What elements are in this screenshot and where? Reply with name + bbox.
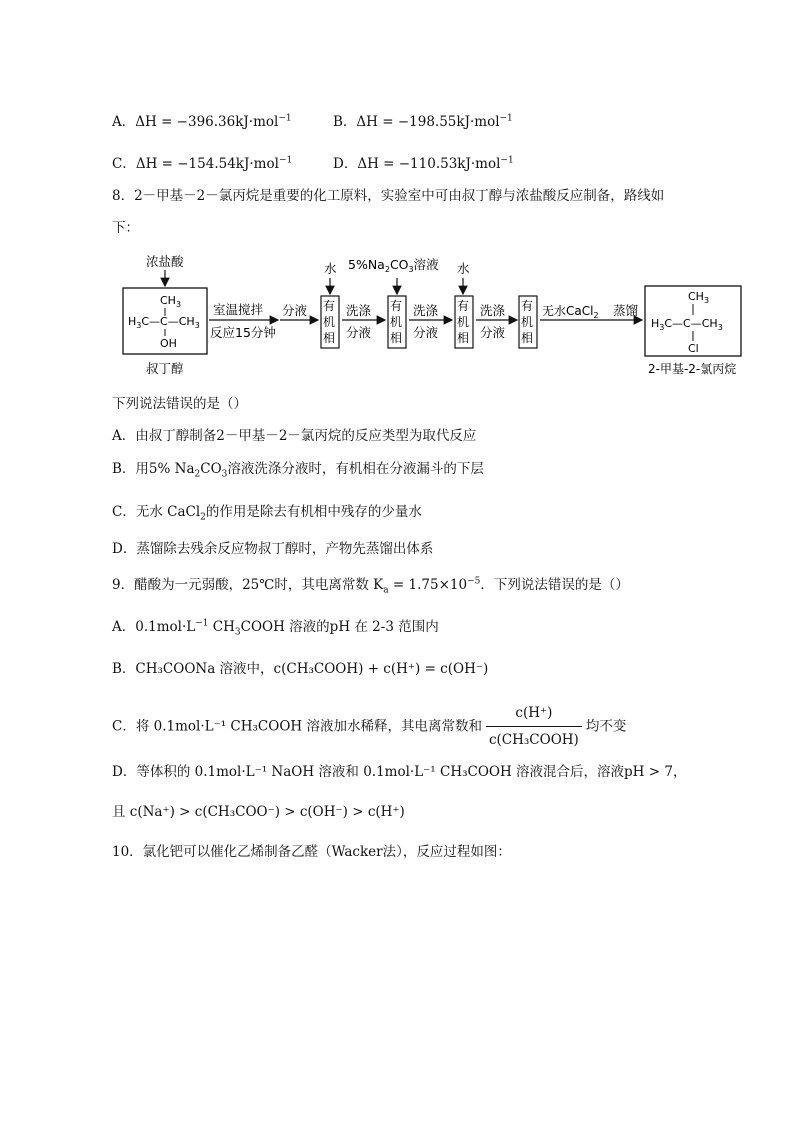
cl-label: Cl [688,342,699,355]
start-compound-label: 叔丁醇 [146,361,184,376]
svg-text:相: 相 [323,331,336,345]
q8-flow-diagram [110,248,750,378]
q7-option-b-exp: −1 [499,113,513,124]
q8-option-c: C．无水 CaCl$_2$的作用是除去有机相中残存的少量水 [112,504,422,523]
svg-text:有: 有 [457,299,470,313]
svg-text:洗涤: 洗涤 [413,303,439,318]
product-label: 2-甲基-2-氯丙烷 [648,362,737,376]
svg-text:机: 机 [457,315,470,329]
q8-option-b: B．用5% $Na_2CO_3$溶液洗涤分液时，有机相在分液漏斗的下层 [112,461,484,480]
q9-option-d-line2: 且 c(Na⁺) > c(CH₃COO⁻) > c(OH⁻) > c(H⁺) [112,804,405,820]
q7-option-c-exp: −1 [278,155,293,166]
svg-text:H3C—C—CH3: $H_3C—C—CH_3$ [651,317,723,332]
q9-stem: 9．醋酸为一元弱酸，25℃时，其电离常数 $K_a = 1.75\times 10^{-5}$．下列说法错误的是（） [112,576,629,596]
svg-text:无水CaCl2: 无水CaCl$_2$ [542,304,599,320]
svg-text:CH3: $CH_3$ [688,290,710,305]
q8-stem-line1: 8．2－甲基－2－氯丙烷是重要的化工原料，实验室中可由叔丁醇与浓盐酸反应制备，路线如 [112,188,665,204]
svg-text:5%Na2CO3溶液: $5\%Na_2CO_3$溶液 [348,257,439,274]
q8-stem-line2: 下： [112,220,139,236]
q9-fraction: $\frac{c(H^+)}{\text{c(CH₃COOH)}}$ [486,702,582,751]
svg-text:蒸馏: 蒸馏 [613,303,639,318]
svg-text:分液: 分液 [413,325,439,340]
svg-text:水: 水 [324,261,337,276]
q8-ask: 下列说法错误的是（） [112,396,247,412]
q7-option-c [112,152,292,172]
svg-text:洗涤: 洗涤 [480,303,506,318]
svg-text:室温搅拌: 室温搅拌 [213,302,264,317]
svg-text:相: 相 [521,331,534,345]
q7-option-d-exp: −1 [500,155,514,166]
svg-text:分液: 分液 [282,303,308,318]
svg-text:机: 机 [390,315,403,329]
q9-option-a: A．$0.1mol\cdot L^{-1}$ $CH_3COOH$ 溶液的pH 在 2-3 范围内 [112,618,439,638]
svg-text:有: 有 [521,299,534,313]
svg-text:反应15分钟: 反应15分钟 [210,325,276,340]
q8-option-a: A．由叔丁醇制备2－甲基－2－氯丙烷的反应类型为取代反应 [112,428,477,444]
svg-text:相: 相 [457,331,470,345]
q9-option-c: C．将 0.1mol·L⁻¹ CH₃COOH 溶液加水稀释，其电离常数和 $\frac{c(H^+)}{\text{c(CH₃COOH)}}$ 均不变 [112,702,626,751]
reagent-hcl: 浓盐酸 [146,254,184,269]
svg-text:机: 机 [521,315,534,329]
q10-stem: 10．氯化钯可以催化乙烯制备乙醛（Wacker法），反应过程如图： [112,844,511,860]
svg-text:有: 有 [390,299,403,313]
svg-text:机: 机 [323,315,336,329]
svg-text:CH3: $CH_3$ [160,294,182,309]
q9-option-b: B．CH₃COONa 溶液中，c(CH₃COOH) + c(H⁺) = c(OH⁻) [112,661,489,677]
q7-option-b-text: B．ΔH = −198.55kJ·mol [333,114,500,130]
q8-option-d: D．蒸馏除去残余反应物叔丁醇时，产物先蒸馏出体系 [112,541,434,557]
q7-option-a [112,110,292,130]
svg-text:相: 相 [390,331,403,345]
svg-text:水: 水 [457,261,470,276]
svg-text:分液: 分液 [346,325,372,340]
q7-option-d-text: D．ΔH = −110.53kJ·mol [333,156,501,172]
q9-option-d-line1: D．等体积的 0.1mol·L⁻¹ NaOH 溶液和 0.1mol·L⁻¹ CH₃COOH 溶液混合后，溶液pH > 7， [112,764,687,780]
svg-text:分液: 分液 [480,325,506,340]
q7-option-c-text: C．ΔH = −154.54kJ·mol [112,156,279,172]
svg-text:有: 有 [323,299,336,313]
q7-option-a-exp: −1 [278,113,292,124]
svg-text:洗涤: 洗涤 [346,303,372,318]
oh-label: OH [160,337,177,350]
q7-option-a-text: A．ΔH = −396.36kJ·mol [112,114,279,130]
q7-option-d [333,152,514,172]
svg-text:H3C—C—CH3: $H_3C—C—CH_3$ [128,315,200,330]
q7-option-b [333,110,513,130]
